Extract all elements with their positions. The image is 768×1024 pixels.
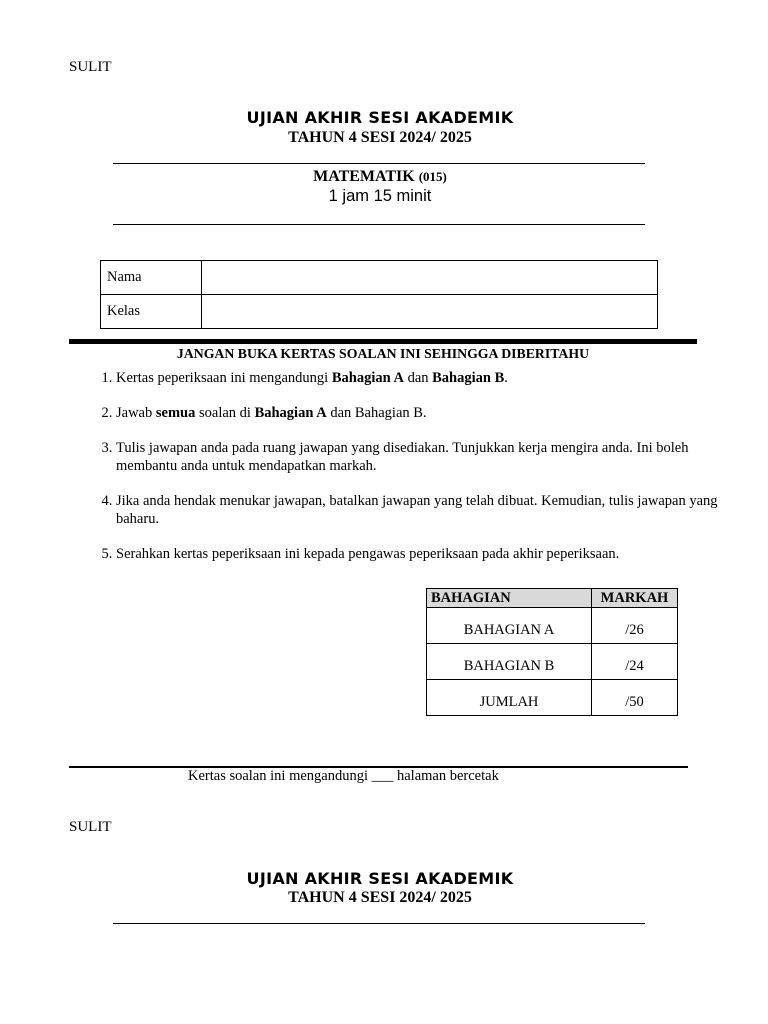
thick-divider [69, 339, 697, 344]
table-row [427, 680, 678, 716]
year-session: TAHUN 4 SESI 2024/ 2025 [288, 889, 472, 906]
marks-cell: /26 [592, 608, 678, 644]
section-cell: BAHAGIAN A [427, 608, 592, 644]
total-marks-cell: /50 [592, 680, 678, 716]
list-item: 5. Serahkan kertas peperiksaan ini kepada pengawas peperiksaan pada akhir peperiksaan. [116, 545, 736, 563]
column-header-section: BAHAGIAN [427, 589, 592, 608]
divider [113, 163, 645, 164]
class-label: Kelas [101, 295, 202, 329]
list-item: 2. Jawab semua soalan di Bahagian A dan Bahagian B. [116, 404, 736, 422]
section-cell: BAHAGIAN B [427, 644, 592, 680]
subject-name: MATEMATIK [313, 168, 415, 185]
column-header-marks: MARKAH [592, 589, 678, 608]
subject-line [0, 168, 760, 186]
warning-notice: JANGAN BUKA KERTAS SOALAN INI SEHINGGA DIBERITAHU [176, 346, 590, 361]
table-row [427, 608, 678, 644]
marks-cell: /24 [592, 644, 678, 680]
classification-header: SULIT [69, 819, 112, 835]
list-item: 3. Tulis jawapan anda pada ruang jawapan yang disediakan. Tunjukkan kerja mengira anda. Ini boleh membantu anda untuk mendapatkan markah. [116, 439, 736, 475]
list-item: 1. Kertas peperiksaan ini mengandungi Bahagian A dan Bahagian B. [116, 369, 736, 387]
exam-duration: 1 jam 15 minit [328, 187, 432, 205]
subject-code: (015) [418, 169, 447, 184]
classification-header: SULIT [69, 59, 112, 75]
marks-table [426, 588, 678, 716]
divider [113, 923, 645, 924]
table-row [427, 644, 678, 680]
total-cell: JUMLAH [427, 680, 592, 716]
name-field[interactable] [202, 261, 658, 295]
table-header-row [427, 589, 678, 608]
name-label: Nama [101, 261, 202, 295]
candidate-info-table [100, 260, 658, 329]
year-session: TAHUN 4 SESI 2024/ 2025 [288, 129, 472, 146]
divider [113, 224, 645, 225]
exam-title: UJIAN AKHIR SESI AKADEMIK [246, 869, 514, 888]
exam-title: UJIAN AKHIR SESI AKADEMIK [246, 108, 514, 127]
instructions-list [69, 369, 736, 580]
class-field[interactable] [202, 295, 658, 329]
list-item: 4. Jika anda hendak menukar jawapan, batalkan jawapan yang telah dibuat. Kemudian, tulis jawapan yang baharu. [116, 492, 736, 528]
table-row [101, 295, 658, 329]
table-row [101, 261, 658, 295]
page-count-note: Kertas soalan ini mengandungi ___ halaman bercetak [188, 768, 499, 784]
